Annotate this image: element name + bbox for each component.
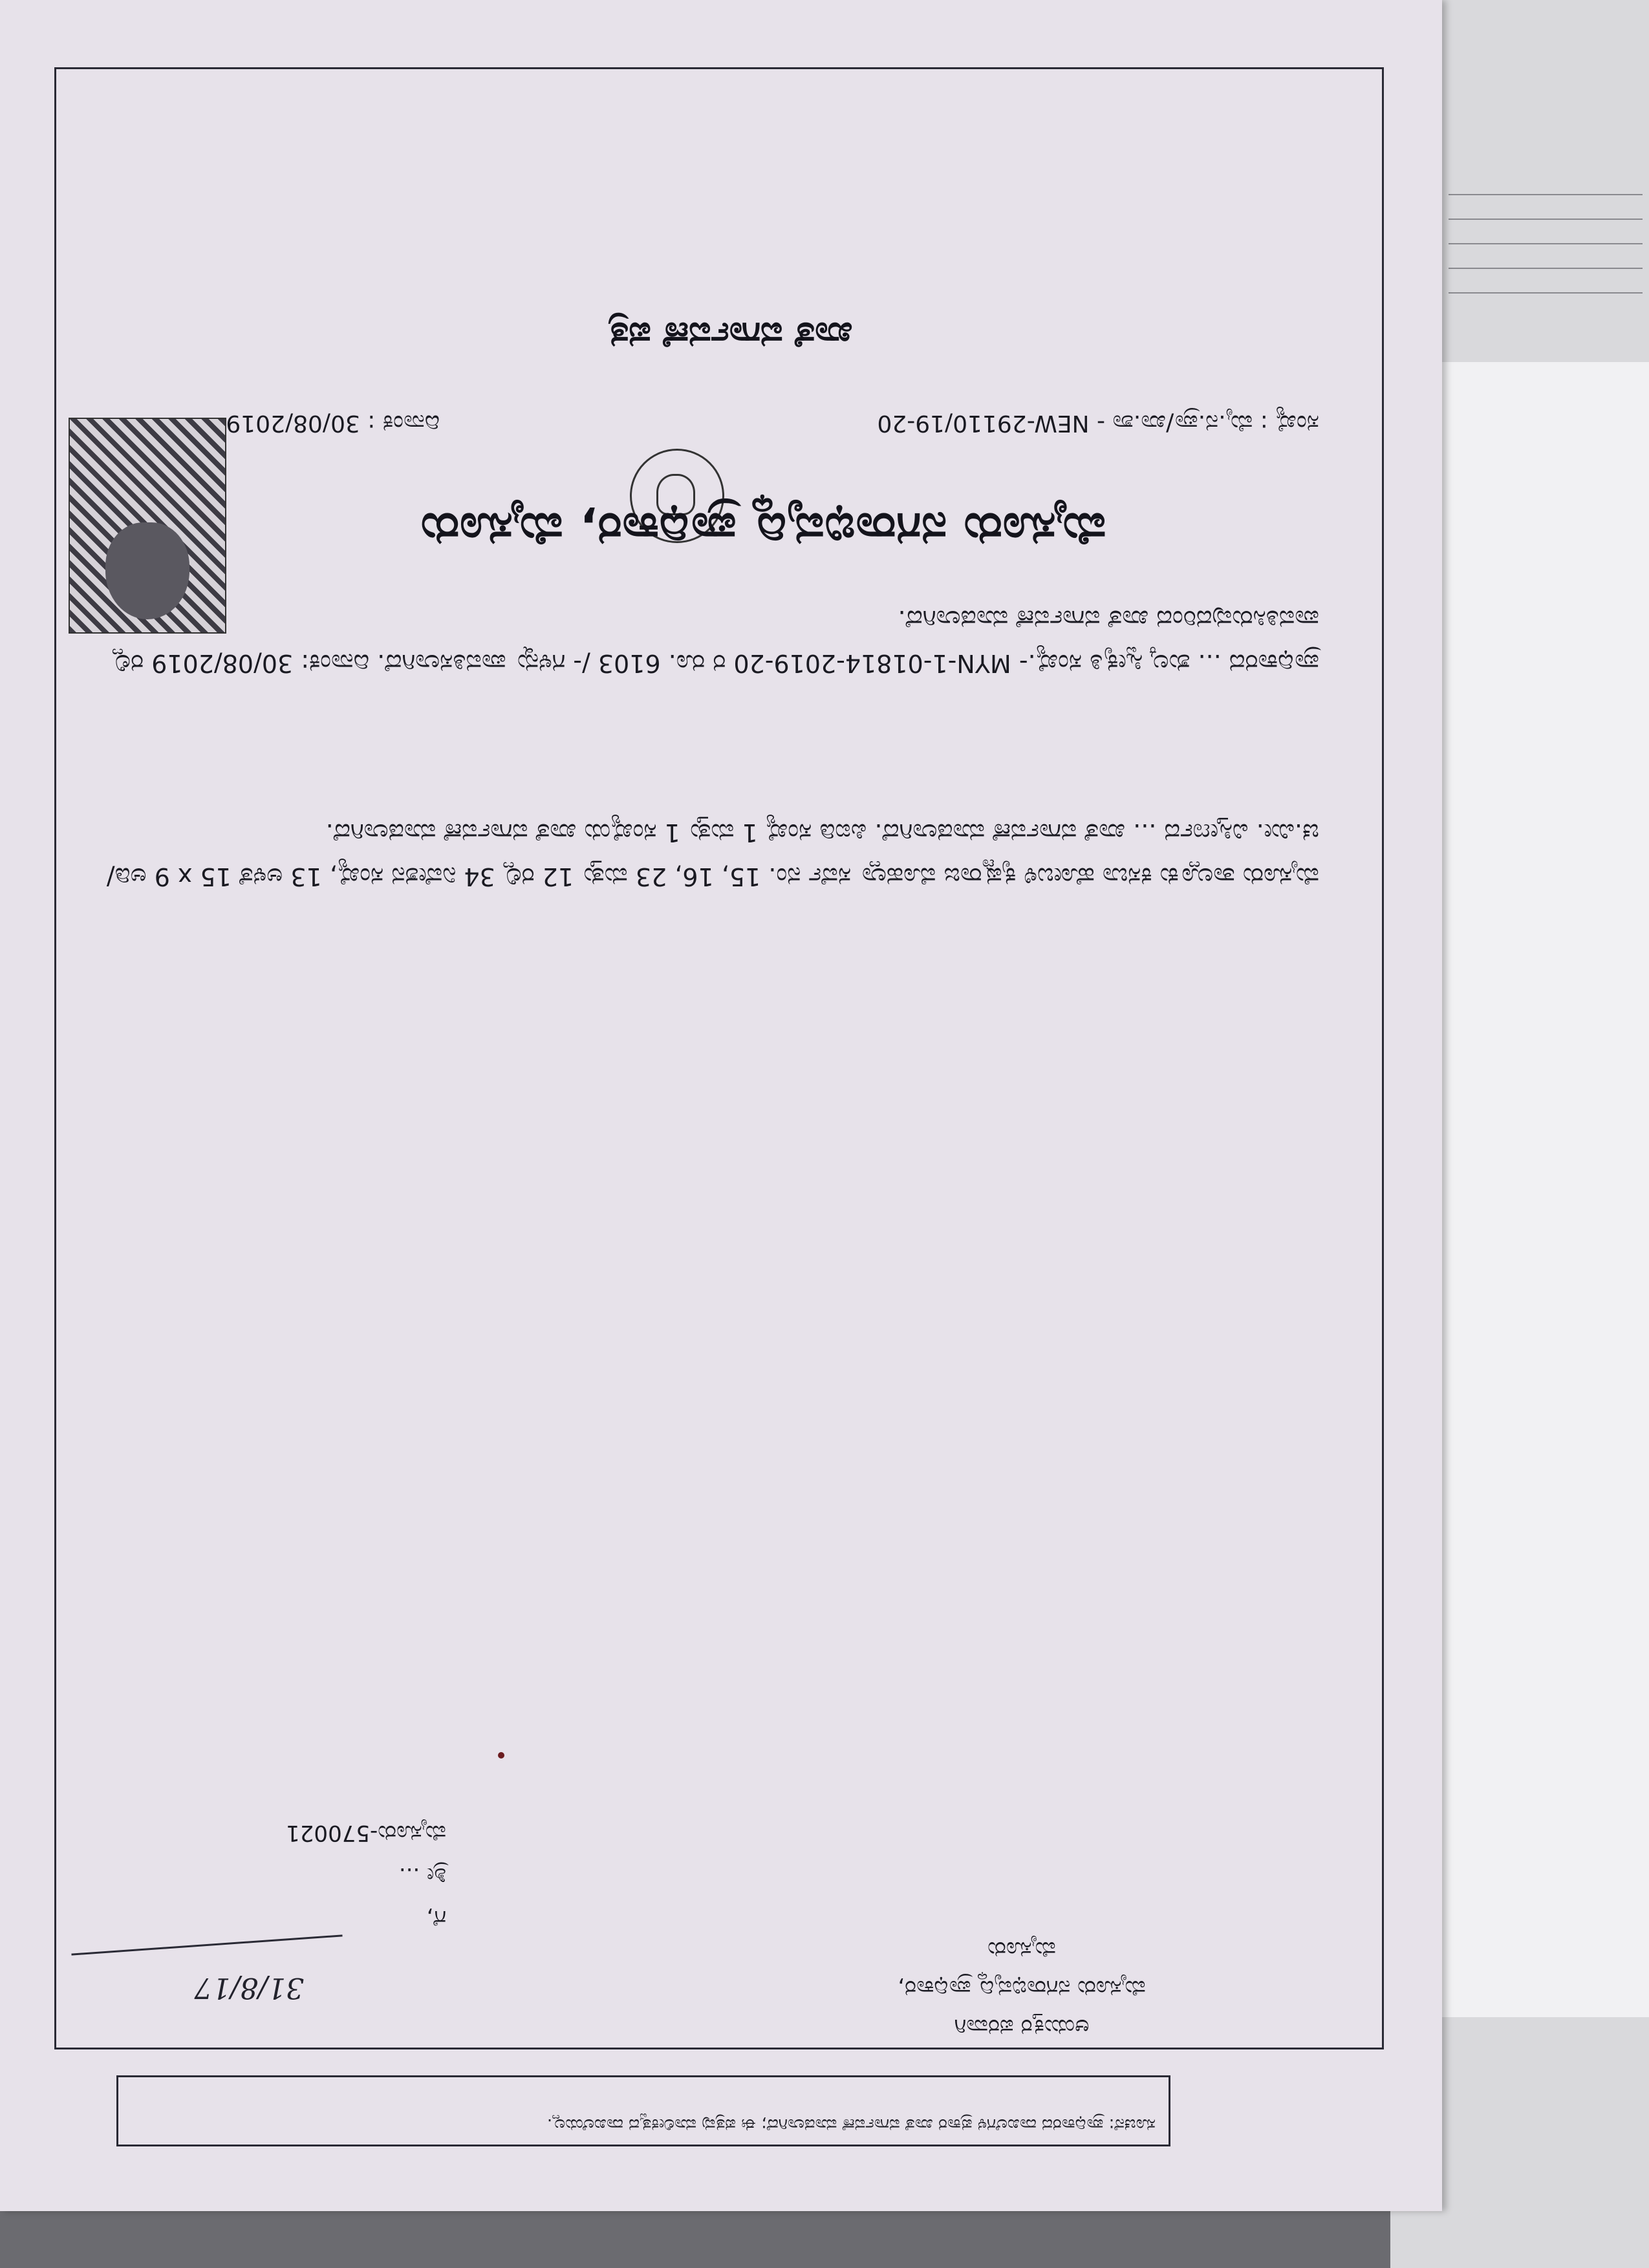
recipient-block — [84, 1812, 446, 1940]
handwritten-date: 31/8/17 — [194, 1971, 304, 2004]
document-title: ಮೈಸೂರು ನಗರಾಭಿವೃದ್ಧಿ ಪ್ರಾಧಿಕಾರ, ಮೈಸೂರು — [420, 503, 1106, 556]
document-heading: ಖಾತೆ ವರ್ಗಾವಣೆ ಪತ್ರ — [609, 315, 853, 356]
underlying-form-lines — [1449, 194, 1643, 349]
document-date: ದಿನಾಂಕ : 30/08/2019 — [226, 410, 440, 436]
document-border — [54, 67, 1384, 2049]
underlying-page-strip — [1410, 362, 1649, 2017]
signatory-line-2: ಮೈಸೂರು ನಗರಾಭಿವೃದ್ಧಿ ಪ್ರಾಧಿಕಾರ, — [898, 1975, 1146, 2001]
note-box — [116, 2075, 1170, 2146]
signatory-block — [770, 1930, 1274, 2046]
paragraph-2: ಪ್ರಾಧಿಕಾರದ ... ಶುಲ್ಕ ಸ್ವೀಕೃತಿ ಸಂಖ್ಯೆ.- MYN-1-01814-2019-20 ರ ರೂ. 6103 /- ಗಳನ್ನು ಪಾವತಿಸಲಾಗಿದೆ. ದಿನಾಂಕ: 30/08/2019 ರಲ್ಲಿ ಪಾವತಿಸಿರುವುದರಿಂದ ಖಾತೆ ವರ್ಗಾವಣೆ ಮಾಡಲಾಗಿದೆ. — [112, 605, 1319, 678]
recipient-line-2: ಶ್ರೀ ... — [398, 1863, 446, 1888]
signatory-line-3: ಮೈಸೂರು — [987, 1936, 1056, 1962]
recipient-line-1: ಗೆ, — [426, 1905, 446, 1931]
note-text: ಸೂಚನೆ: ಪ್ರಾಧಿಕಾರದ ದಾಖಲೆಗಳ ಪ್ರಕಾರ ಖಾತೆ ವರ್ಗಾವಣೆ ಮಾಡಲಾಗಿದೆ; ಈ ಪತ್ರವು ಮಾಲೀಕತ್ವದ ದಾಖಲೆಯಲ್ಲ. — [546, 2115, 1156, 2134]
reference-number: ಸಂಖ್ಯೆ : ಮೈ.ನ.ಪ್ರಾ/ಖಾ.ಶಾ - NEW-29110/19-20 — [877, 410, 1319, 436]
ink-mark — [498, 1752, 504, 1759]
recipient-line-3: ಮೈಸೂರು-570021 — [286, 1820, 446, 1846]
paragraph-1: ಮೈಸೂರು ತಾಲ್ಲೂಕು ಕಸಬಾ ಹೋಬಳಿ ಕೃಷ್ಣರಾಜ ಮೊಹಲ್ಲಾ ಸರ್ವೆ ನಂ. 15, 16, 23 ಮತ್ತು 12 ರಲ್ಲಿ 34 ನಿವೇಶನ ಸಂಖ್ಯೆ, 13 ಅಳತೆ 15 x 9 ಅಡಿ/ಚ.ಮೀ. ವಿಸ್ತೀರ್ಣದ ... ಖಾತೆ ವರ್ಗಾವಣೆ ಮಾಡಲಾಗಿದೆ. ಪಿಐಡಿ ಸಂಖ್ಯೆ 1 ಮತ್ತು 1 ಸಂಖ್ಯೆಯ ಖಾತೆ ವರ್ಗಾವಣೆ ಮಾಡಲಾಗಿದೆ. — [106, 818, 1319, 891]
signatory-line-1: ಆಯುಕ್ತರ ಪರವಾಗಿ — [954, 2014, 1090, 2040]
